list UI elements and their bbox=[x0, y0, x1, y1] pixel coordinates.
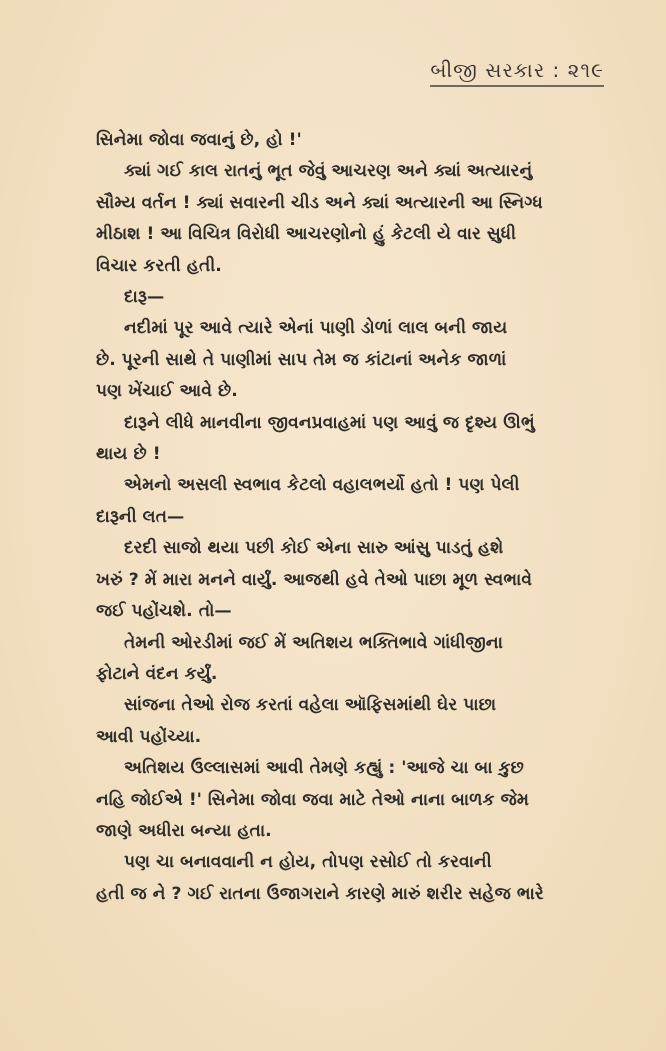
text-line: આવી પહોંચ્યા. bbox=[96, 726, 202, 747]
text-line: ખરું ? મેં મારા મનને વાર્યું. આજથી હવે તેઓ પાછા મૂળ સ્વભાવે bbox=[96, 569, 533, 590]
text-line: તેમની ઓરડીમાં જઈ મેં અતિશય ભક્તિભાવે ગાંધીજીના bbox=[124, 632, 503, 653]
text-line: દારૂની લત— bbox=[96, 506, 185, 527]
text-line: છે. પૂરની સાથે તે પાણીમાં સાપ તેમ જ કાંટાનાં અનેક જાળાં bbox=[96, 349, 507, 370]
text-line: દારૂને લીધે માનવીના જીવનપ્રવાહમાં પણ આવું જ દૃશ્ય ઊભું bbox=[124, 412, 535, 433]
text-line: એમનો અસલી સ્વભાવ કેટલો વહાલભર્યો હતો ! પણ પેલી bbox=[124, 475, 520, 496]
section-word: દારૂ— bbox=[124, 287, 165, 308]
body-text bbox=[96, 125, 576, 910]
text-line: જઈ પહોંચશે. તો— bbox=[96, 601, 232, 622]
text-line: મીઠાશ ! આ વિચિત્ર વિરોધી આચરણોનો હું કેટલી યે વાર સુધી bbox=[96, 224, 517, 245]
text-line: થાય છે ! bbox=[96, 444, 161, 465]
text-line: સાંજના તેઓ રોજ કરતાં વહેલા ઑફિસમાંથી ઘેર પાછા bbox=[124, 695, 497, 716]
text-line: અતિશય ઉલ્લાસમાં આવી તેમણે કહ્યું : 'આજે ચા બા કુછ bbox=[124, 758, 524, 779]
text-line: હતી જ ને ? ગઈ રાતના ઉજાગરાને કારણે મારું શરીર સહેજ ભારે bbox=[96, 883, 544, 904]
text-line: ફોટાને વંદન કર્યું. bbox=[96, 663, 218, 684]
running-head: બીજી સરકાર : ૨૧૯ bbox=[430, 58, 604, 87]
text-line: પણ ખેંચાઈ આવે છે. bbox=[96, 381, 238, 402]
text-line: ક્યાં ગઈ કાલ રાતનું ભૂત જેવું આચરણ અને ક્યાં અત્યારનું bbox=[124, 161, 533, 182]
text-line: સૌમ્ય વર્તન ! ક્યાં સવારની ચીડ અને ક્યાં અત્યારની આ સ્નિગ્ધ bbox=[96, 192, 543, 213]
text-line: દરદી સાજો થયા પછી કોઈ એના સારુ આંસુ પાડતું હશે bbox=[124, 538, 504, 559]
text-line: વિચાર કરતી હતી. bbox=[96, 255, 222, 276]
text-line: પણ ચા બનાવવાની ન હોય, તોપણ રસોઈ તો કરવાની bbox=[124, 852, 492, 873]
text-line: નદીમાં પૂર આવે ત્યારે એનાં પાણી ડોળાં લાલ બની જાય bbox=[124, 318, 508, 339]
text-line: જાણે અધીરા બન્યા હતા. bbox=[96, 820, 272, 841]
text-line: નહિ જોઈએ !' સિનેમા જોવા જવા માટે તેઓ નાના બાળક જેમ bbox=[96, 789, 530, 810]
text-line: સિનેમા જોવા જવાનું છે, હો !' bbox=[96, 130, 302, 150]
